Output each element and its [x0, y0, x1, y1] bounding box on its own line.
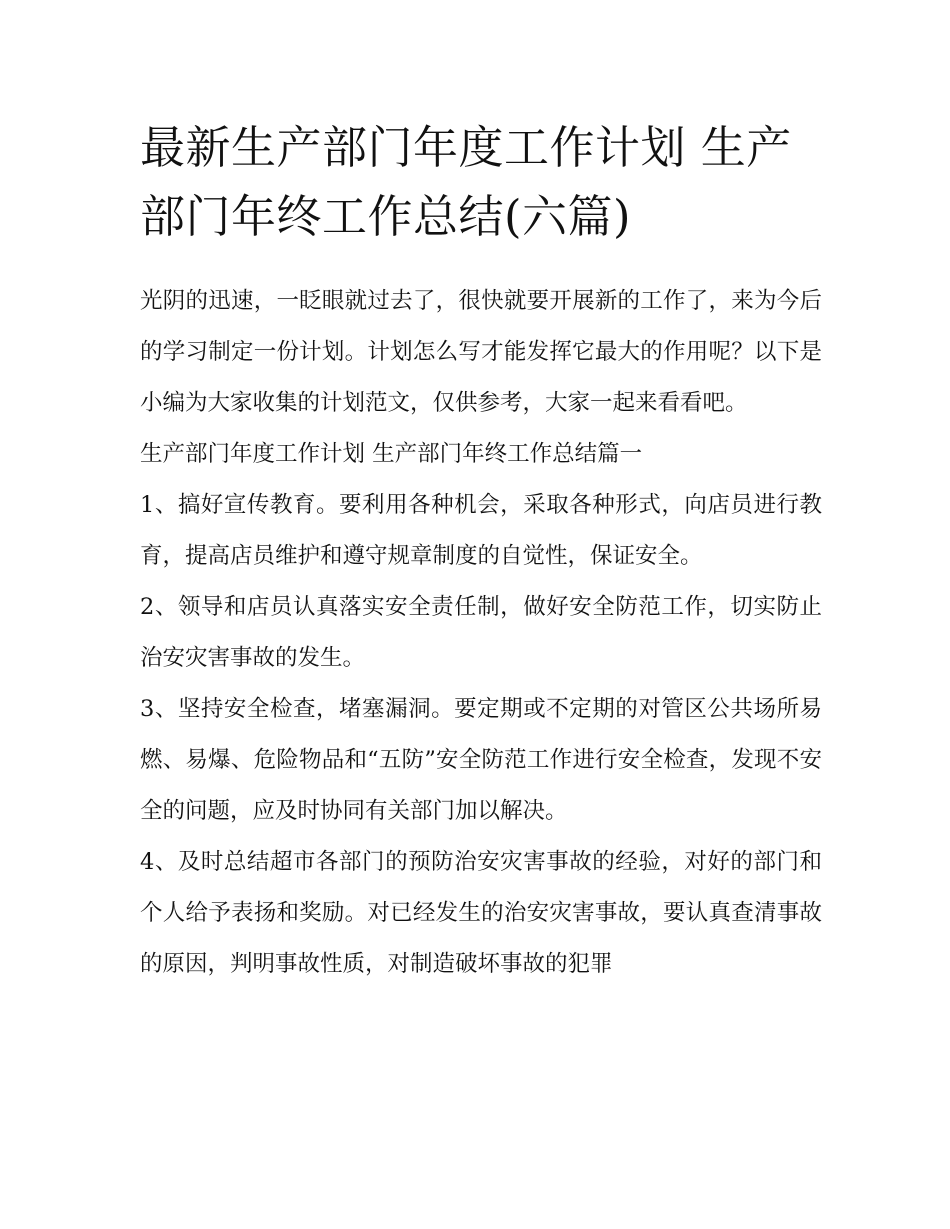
list-item: 3、坚持安全检查，堵塞漏洞。要定期或不定期的对管区公共场所易燃、易爆、危险物品和“五防”安全防范工作进行安全检查，发现不安全的问题，应及时协同有关部门加以解决。: [140, 696, 822, 824]
section-heading: 生产部门年度工作计划 生产部门年终工作总结篇一: [140, 441, 643, 467]
list-item: 1、搞好宣传教育。要利用各种机会，采取各种形式，向店员进行教育，提高店员维护和遵守规章制度的自觉性，保证安全。: [140, 492, 822, 569]
list-item: 2、领导和店员认真落实安全责任制，做好安全防范工作，切实防止治安灾害事故的发生。: [140, 594, 822, 671]
list-item: 4、及时总结超市各部门的预防治安灾害事故的经验，对好的部门和个人给予表扬和奖励。对已经发生的治安灾害事故，要认真查清事故的原因，判明事故性质，对制造破坏事故的犯罪: [140, 849, 822, 977]
intro-paragraph: 光阴的迅速，一眨眼就过去了，很快就要开展新的工作了，来为今后的学习制定一份计划。计划怎么写才能发挥它最大的作用呢？以下是小编为大家收集的计划范文，仅供参考，大家一起来看看吧。: [140, 288, 822, 416]
document-body: [140, 276, 822, 990]
document-title: 最新生产部门年度工作计划 生产部门年终工作总结(六篇): [140, 121, 792, 243]
